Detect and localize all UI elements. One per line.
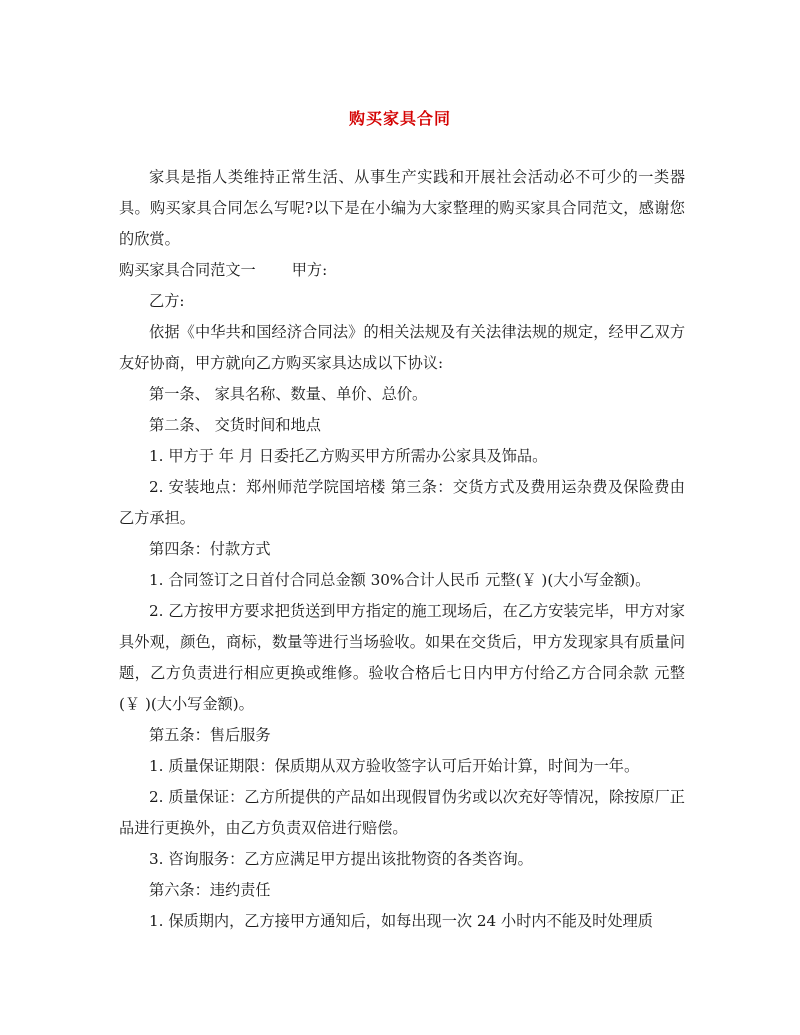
sample-heading: 购买家具合同范文一 (119, 261, 256, 279)
party-b-label: 乙方: (149, 292, 185, 310)
party-a-label: 甲方: (291, 261, 328, 279)
article-2-item-1: 1. 甲方于 年 月 日委托乙方购买甲方所需办公家具及饰品。 (149, 447, 548, 465)
article-4-item-2: 2. 乙方按甲方要求把货送到甲方指定的施工现场后，在乙方安装完毕，甲方对家具外观，颜色，商标，数量等进行当场验收。如果在交货后，甲方发现家具有质量问题，乙方负责进行相应更换或维修。验收合格后七日内甲方付给乙方合同余款 元整(￥ )(大小写金额)。 (119, 602, 685, 713)
article-5-item-3: 3. 咨询服务：乙方应满足甲方提出该批物资的各类咨询。 (149, 850, 533, 868)
document-title: 购买家具合同 (348, 109, 451, 128)
sample-heading-line (119, 255, 685, 286)
intro-paragraph: 家具是指人类维持正常生活、从事生产实践和开展社会活动必不可少的一类器具。购买家具合同怎么写呢?以下是在小编为大家整理的购买家具合同范文，感谢您的欣赏。 (119, 168, 685, 248)
article-1-heading: 第一条、 家具名称、数量、单价、总价。 (149, 385, 428, 403)
article-2-heading: 第二条、 交货时间和地点 (149, 416, 321, 434)
article-5-item-2: 2. 质量保证：乙方所提供的产品如出现假冒伪劣或以次充好等情况，除按原厂正品进行更换外，由乙方负责双倍进行赔偿。 (119, 788, 685, 837)
article-6-heading: 第六条：违约责任 (149, 881, 271, 899)
article-5-item-1: 1. 质量保证期限：保质期从双方验收签字认可后开始计算，时间为一年。 (149, 757, 640, 775)
document-body (119, 162, 685, 937)
article-6-item-1: 1. 保质期内，乙方接甲方通知后，如每出现一次 24 小时内不能及时处理质 (149, 912, 653, 930)
article-5-heading: 第五条：售后服务 (149, 726, 271, 744)
article-2-item-2: 2. 安装地点：郑州师范学院国培楼 第三条：交货方式及费用运杂费及保险费由乙方承担。 (119, 478, 685, 527)
article-4-heading: 第四条：付款方式 (149, 540, 271, 558)
article-4-item-1: 1. 合同签订之日首付合同总金额 30%合计人民币 元整(￥ )(大小写金额)。 (149, 571, 651, 589)
preamble-paragraph: 依据《中华共和国经济合同法》的相关法规及有关法律法规的规定，经甲乙双方友好协商，甲方就向乙方购买家具达成以下协议: (119, 323, 685, 372)
